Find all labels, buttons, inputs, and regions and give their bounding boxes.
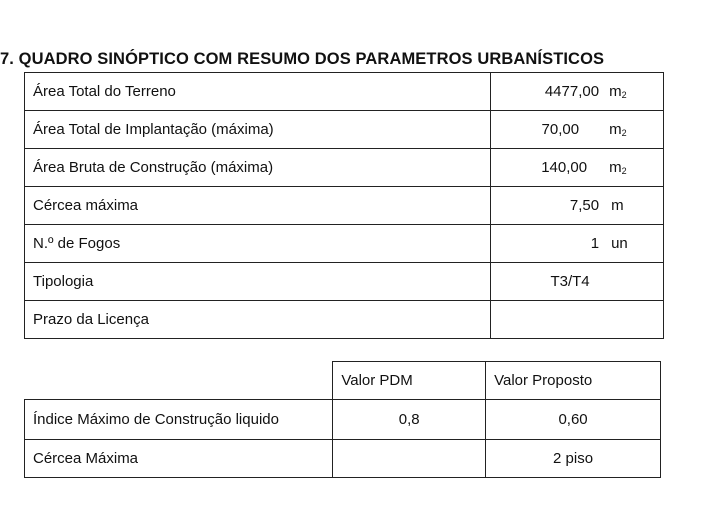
row-unit: un <box>611 235 628 252</box>
table-row <box>25 111 664 149</box>
row-value-proposto: 2 piso <box>486 440 661 478</box>
row-value: 7,50 <box>569 197 600 214</box>
row-label: Área Total de Implantação (máxima) <box>25 111 491 149</box>
row-value: 140,00 <box>541 159 588 176</box>
table-row <box>25 301 664 339</box>
section-title: 7. QUADRO SINÓPTICO COM RESUMO DOS PARAMETROS URBANÍSTICOS <box>0 50 605 68</box>
row-label: Tipologia <box>25 263 491 301</box>
table-row <box>25 400 661 440</box>
row-unit: $m_2$ <box>609 121 627 138</box>
row-value: 4477,00 <box>544 83 600 100</box>
row-label: Cércea Máxima <box>25 440 333 478</box>
row-label: N.º de Fogos <box>25 225 491 263</box>
row-label: Área Total do Terreno <box>25 73 491 111</box>
row-value-proposto: 0,60 <box>486 400 661 440</box>
parameters-table <box>24 361 661 478</box>
table-row <box>25 73 664 111</box>
row-value-pdm <box>333 440 486 478</box>
table-row <box>25 225 664 263</box>
table-row <box>25 263 664 301</box>
column-header-proposto: Valor Proposto <box>486 362 661 400</box>
row-unit: $m_2$ <box>609 159 627 176</box>
row-label: Área Bruta de Construção (máxima) <box>25 149 491 187</box>
row-value: 70,00 <box>541 121 580 138</box>
row-unit: $m_2$ <box>609 83 627 100</box>
row-label: Cércea máxima <box>25 187 491 225</box>
row-value: T3/T4 <box>550 273 590 290</box>
row-label: Índice Máximo de Construção liquido <box>25 400 333 440</box>
row-value-pdm: 0,8 <box>333 400 486 440</box>
summary-table <box>24 72 664 339</box>
column-header-pdm: Valor PDM <box>333 362 486 400</box>
table-row <box>25 187 664 225</box>
row-value <box>491 301 664 339</box>
table-header-row <box>25 362 661 400</box>
row-value: 1 <box>590 235 600 252</box>
row-label: Prazo da Licença <box>25 301 491 339</box>
table-row <box>25 440 661 478</box>
row-unit: m <box>611 197 624 214</box>
table-row <box>25 149 664 187</box>
